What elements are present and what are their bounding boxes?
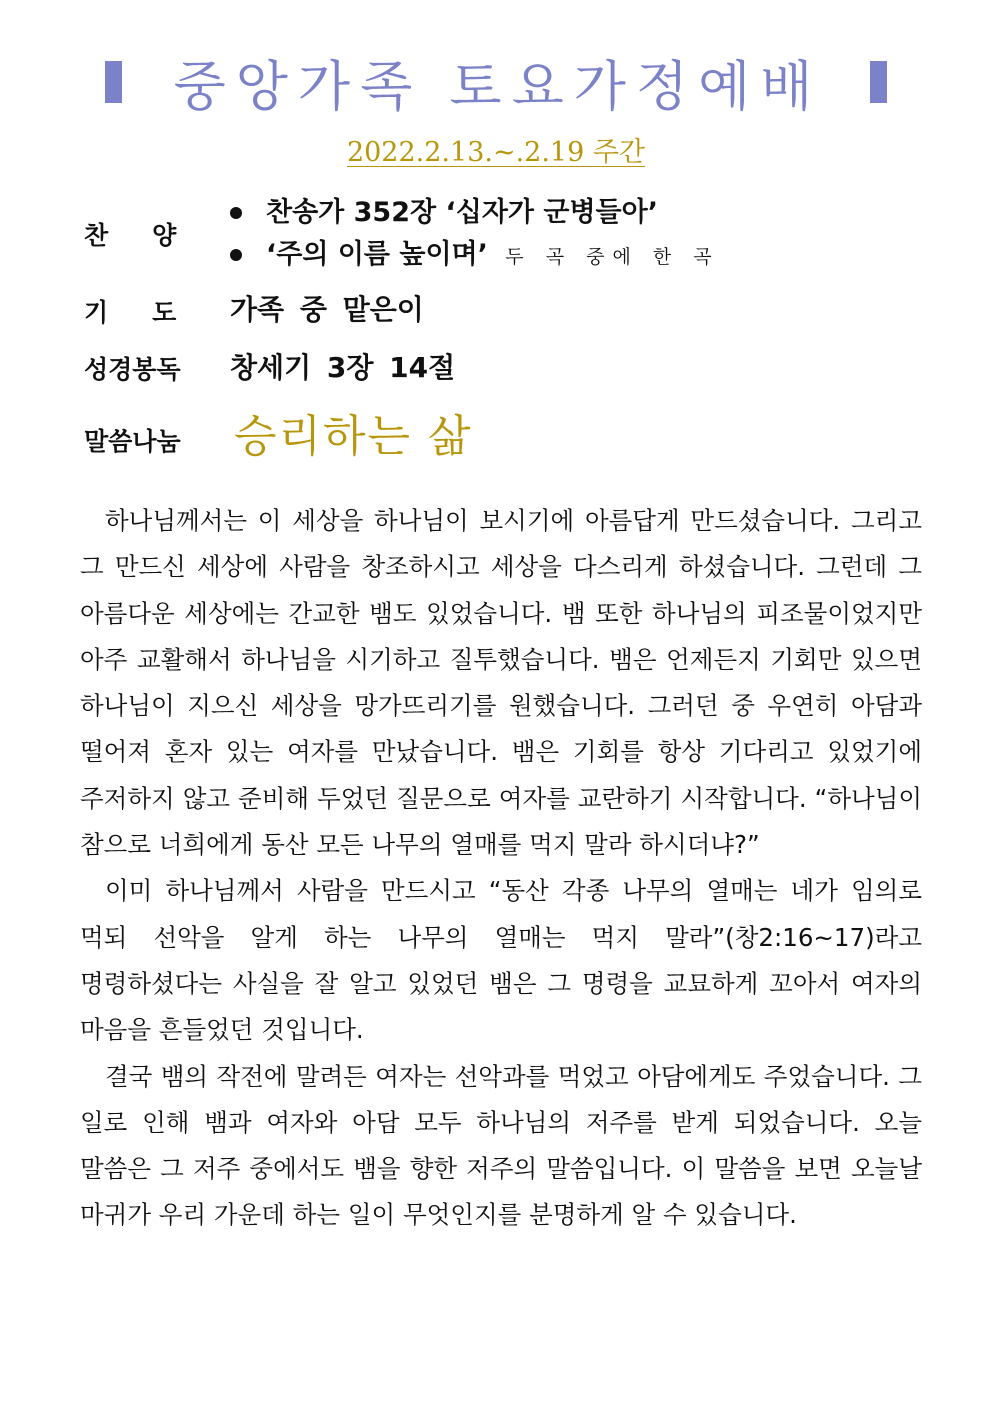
bullet-icon [230, 249, 242, 261]
body-paragraph: 이미 하나님께서 사람을 만드시고 “동산 각종 나무의 열매는 네가 임의로 먹되 선악을 알게 하는 나무의 열매는 먹지 말라”(창2:16~17)라고 명령하셨다는 사실을 잘 알고 있었던 뱀은 그 명령을 교묘하게 꼬아서 여자의 마음을 흔들었던 것입니다. [80, 876, 922, 1045]
hymn-title: ‘주의 이름 높이며’ [266, 239, 488, 270]
hymn-title: 찬송가 352장 ‘십자가 군병들아’ [266, 197, 658, 228]
page-title: 중앙가족 토요가정예배 [173, 54, 823, 118]
right-bar-decoration [870, 61, 887, 103]
page-header [0, 42, 992, 122]
left-bar-decoration [105, 61, 122, 103]
week-date: 2022.2.13.~.2.19 주간 [346, 137, 646, 168]
prayer-value: 가족 중 맡은이 [230, 293, 424, 326]
hymn-item-1 [230, 192, 720, 234]
sermon-label: 말씀나눔 [84, 427, 181, 456]
body-paragraph: 결국 뱀의 작전에 말려든 여자는 선악과를 먹었고 아담에게도 주었습니다. 그 일로 인해 뱀과 여자와 아담 모두 하나님의 저주를 받게 되었습니다. 오늘 말씀은 그 저주 중에서도 뱀을 향한 저주의 말씀입니다. 이 말씀을 보면 오늘날 마귀가 우리 가운데 하는 일이 무엇인지를 분명하게 알 수 있습니다. [80, 1061, 922, 1230]
reading-label: 성경봉독 [84, 355, 181, 384]
reading-value: 창세기 3장 14절 [230, 351, 456, 384]
hymn-list [230, 192, 720, 276]
sermon-title: 승리하는 삶 [234, 411, 473, 462]
hymn-note: 두 곡 중에 한 곡 [505, 246, 720, 268]
hymn-item-2 [230, 234, 720, 276]
sermon-body [80, 498, 922, 1239]
hymn-label: 찬양 [84, 221, 221, 250]
body-paragraph: 하나님께서는 이 세상을 하나님이 보시기에 아름답게 만드셨습니다. 그리고 그 만드신 세상에 사람을 창조하시고 세상을 다스리게 하셨습니다. 그런데 그 아름다운 세상에는 간교한 뱀도 있었습니다. 뱀 또한 하나님의 피조물이었지만 아주 교활해서 하나님을 시기하고 질투했습니다. 뱀은 언제든지 기회만 있으면 하나님이 지으신 세상을 망가뜨리기를 원했습니다. 그러던 중 우연히 아담과 떨어져 혼자 있는 여자를 만났습니다. 뱀은 기회를 항상 기다리고 있었기에 주저하지 않고 준비해 두었던 질문으로 여자를 교란하기 시작합니다. “하나님이 참으로 너희에게 동산 모든 나무의 열매를 먹지 말라 하시더냐?” [80, 506, 922, 860]
prayer-label: 기도 [84, 298, 221, 327]
bullet-icon [230, 207, 242, 219]
